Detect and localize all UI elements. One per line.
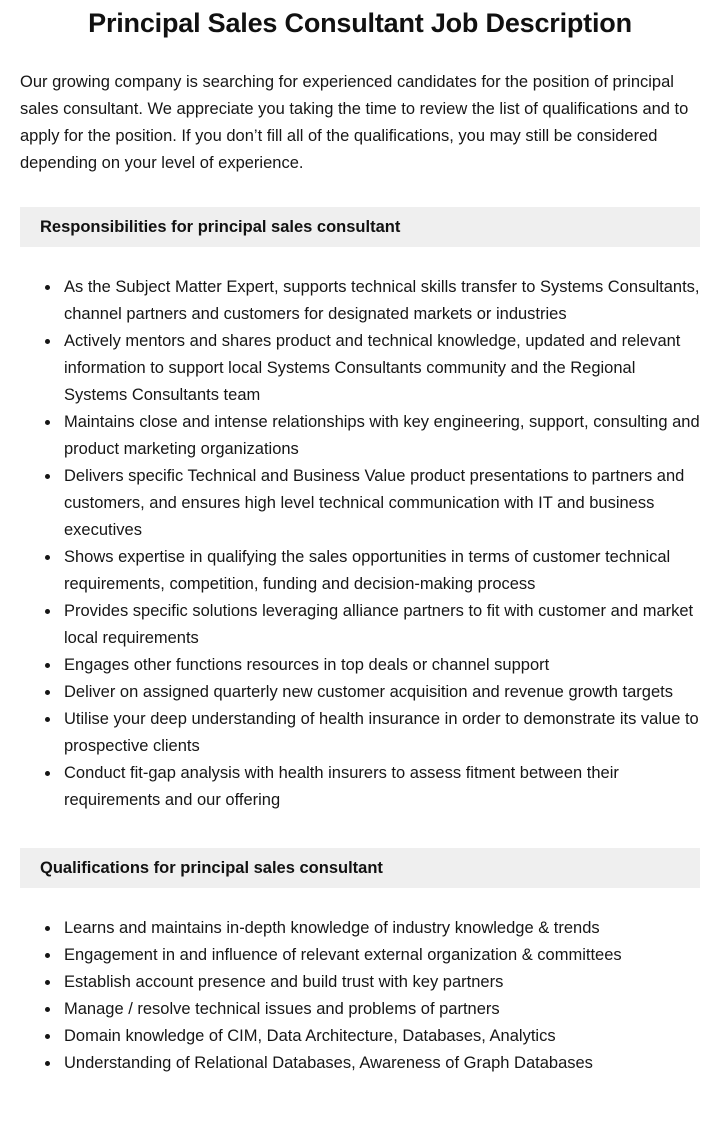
list-item: • Actively mentors and shares product and technical knowledge, updated and relevant information to support local Systems Consultants community and the Regional Systems Consultants team (61, 328, 700, 409)
list-item: • Utilise your deep understanding of health insurance in order to demonstrate its value to prospective clients (61, 706, 700, 760)
list-item: • Establish account presence and build trust with key partners (61, 969, 700, 996)
list-item: • Maintains close and intense relationships with key engineering, support, consulting and product marketing organizations (61, 409, 700, 463)
list-item: • Engagement in and influence of relevant external organization & committees (61, 942, 700, 969)
intro-paragraph: Our growing company is searching for experienced candidates for the position of principal sales consultant. We appreciate you taking the time to review the list of qualifications and to apply for the position. If you don’t fill all of the qualifications, you may still be considered depending on your level of experience. (20, 73, 689, 172)
list-item: • Delivers specific Technical and Business Value product presentations to partners and customers, and ensures high level technical communication with IT and business executives (61, 463, 700, 544)
list-item: • As the Subject Matter Expert, supports technical skills transfer to Systems Consultants, channel partners and customers for designated markets or industries (61, 274, 700, 328)
section-header-qualifications: Qualifications for principal sales consultant (20, 848, 700, 888)
list-item: • Engages other functions resources in top deals or channel support (61, 652, 700, 679)
page-title: Principal Sales Consultant Job Description (88, 8, 632, 38)
list-item: • Understanding of Relational Databases, Awareness of Graph Databases (61, 1050, 700, 1077)
list-item: • Shows expertise in qualifying the sales opportunities in terms of customer technical requirements, competition, funding and decision-making process (61, 544, 700, 598)
list-item: • Domain knowledge of CIM, Data Architecture, Databases, Analytics (61, 1023, 700, 1050)
list-item: • Manage / resolve technical issues and problems of partners (61, 996, 700, 1023)
list-item: • Learns and maintains in-depth knowledge of industry knowledge & trends (61, 915, 700, 942)
section-header-responsibilities: Responsibilities for principal sales consultant (20, 207, 700, 247)
qualifications-list (20, 915, 700, 1077)
list-item: • Deliver on assigned quarterly new customer acquisition and revenue growth targets (61, 679, 700, 706)
list-item: • Conduct fit-gap analysis with health insurers to assess fitment between their requirements and our offering (61, 760, 700, 814)
list-item: • Provides specific solutions leveraging alliance partners to fit with customer and market local requirements (61, 598, 700, 652)
responsibilities-list (20, 274, 700, 814)
